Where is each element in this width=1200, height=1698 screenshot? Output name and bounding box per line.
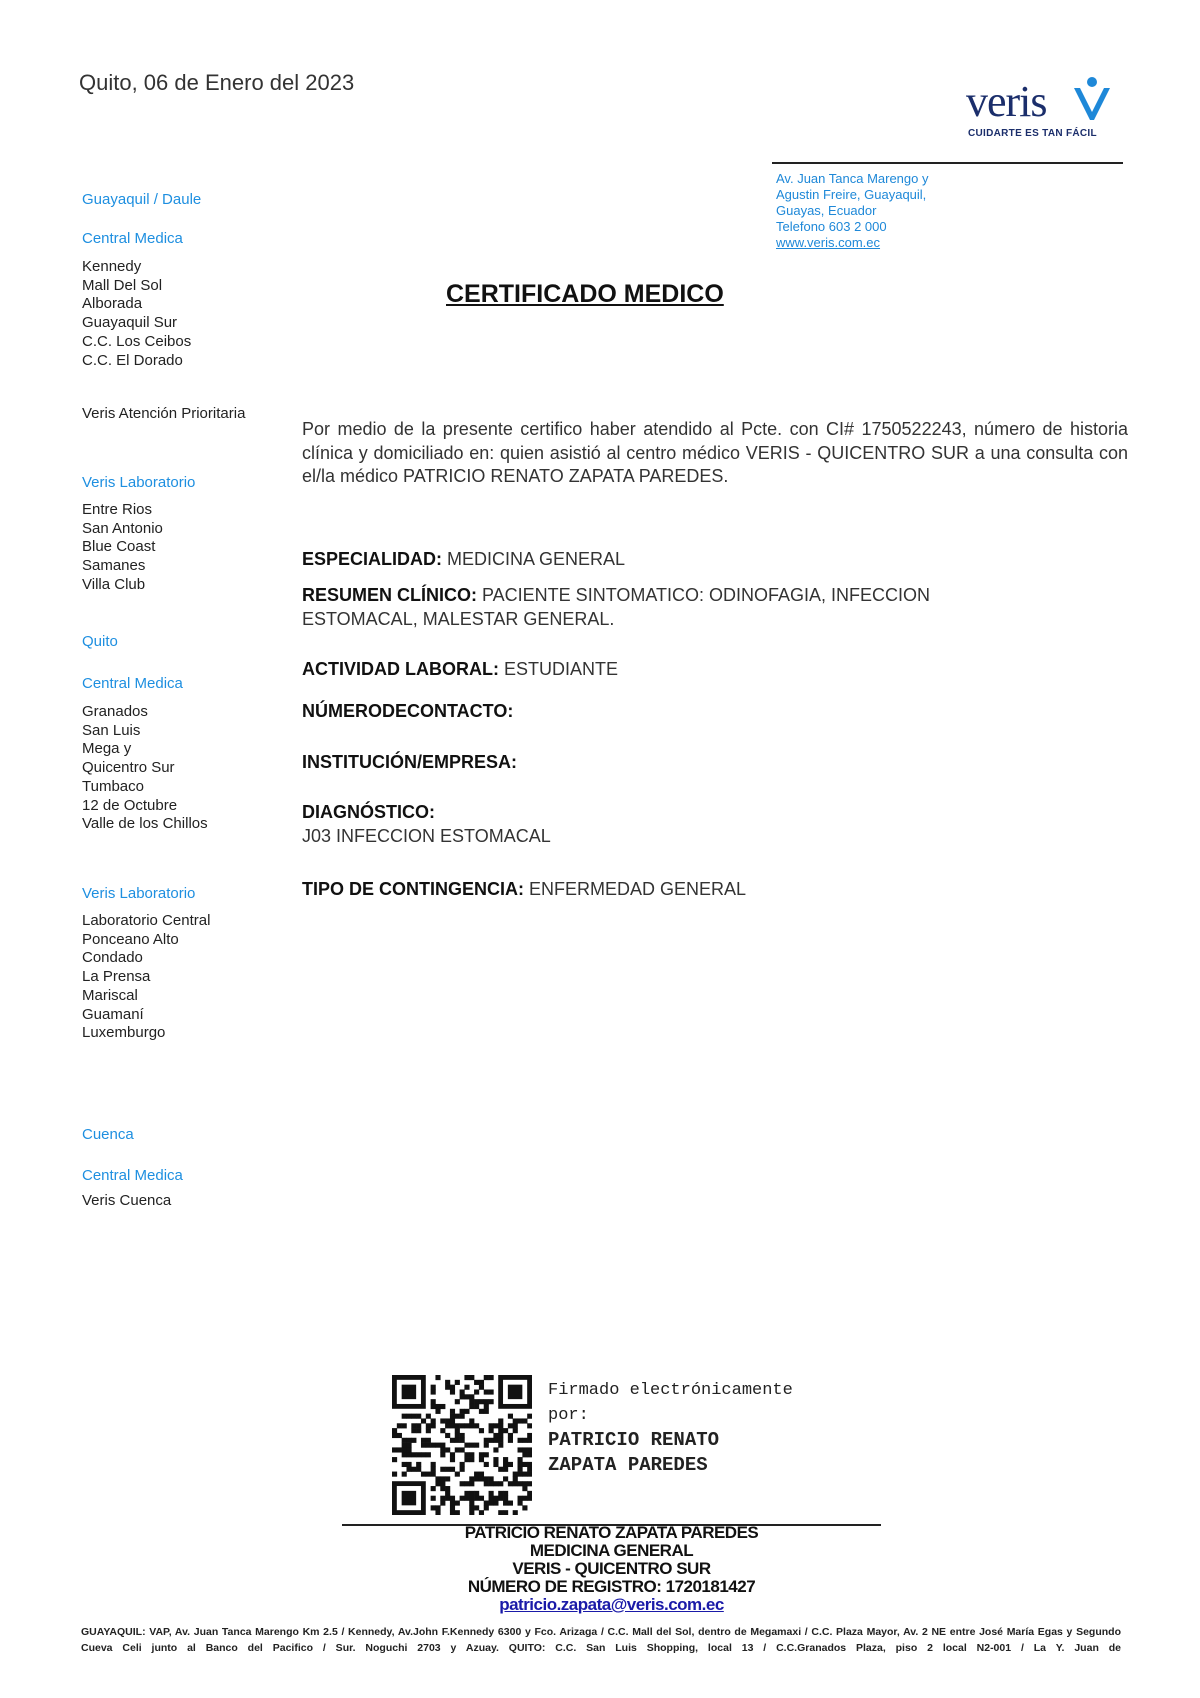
sidebar-list (82, 501, 163, 595)
list-item: La Prensa (82, 968, 151, 986)
sidebar-city-quito: Quito (82, 633, 118, 650)
sidebar-heading-central-medica: Central Medica (82, 675, 183, 692)
doctor-signature-block (342, 1524, 881, 1614)
doctor-specialty: MEDICINA GENERAL (529, 1541, 694, 1560)
doctor-registry: NÚMERO DE REGISTRO: 1720181427 (467, 1577, 756, 1596)
list-item: Laboratorio Central (82, 912, 211, 929)
field-value: PACIENTE SINTOMATICO: ODINOFAGIA, INFECCION ESTOMACAL, MALESTAR GENERAL. (302, 585, 931, 629)
field-label: DIAGNÓSTICO: (302, 802, 435, 822)
doctor-email-link[interactable]: patricio.zapata@veris.com.ec (499, 1595, 724, 1614)
sidebar-list (82, 912, 210, 1043)
certificate-title: CERTIFICADO MEDICO (446, 280, 724, 308)
list-item: C.C. Los Ceibos (82, 332, 192, 350)
list-item: San Antonio (82, 519, 163, 537)
list-item: Ponceano Alto (82, 930, 179, 948)
field-actividad-laboral (302, 658, 1122, 682)
sidebar-list (82, 258, 191, 370)
list-item: Luxemburgo (82, 1024, 166, 1042)
list-item: Guayaquil Sur (82, 314, 178, 332)
list-item: San Luis (82, 721, 141, 739)
logo-wordmark: veris (966, 77, 1047, 126)
list-item: Villa Club (82, 575, 146, 593)
list-item: Veris Cuenca (82, 1192, 172, 1209)
field-especialidad (302, 548, 1122, 572)
signed-label: Firmado electrónicamente (548, 1381, 793, 1400)
list-item: Condado (82, 949, 143, 967)
signer-name-line: PATRICIO RENATO (548, 1429, 720, 1451)
field-label: NÚMERODECONTACTO: (302, 701, 514, 721)
field-label: INSTITUCIÓN/EMPRESA: (302, 752, 518, 772)
list-item: Guamaní (82, 1005, 144, 1023)
list-item: Samanes (82, 557, 146, 575)
address-line: Agustin Freire, Guayaquil, (776, 187, 927, 202)
field-tipo-contingencia (302, 878, 1122, 902)
list-item: Tumbaco (82, 777, 144, 795)
sidebar-list (82, 1192, 171, 1211)
list-item: Mariscal (82, 986, 138, 1004)
field-value: ENFERMEDAD GENERAL (524, 879, 747, 899)
doctor-name: PATRICIO RENATO ZAPATA PAREDES (464, 1523, 759, 1542)
list-item: Alborada (82, 295, 143, 313)
list-item: Granados (82, 703, 148, 720)
intro-paragraph: Por medio de la presente certifico haber atendido al Pcte. con CI# 1750522243, número de historia clínica y domiciliado en: quien asistió al centro médico VERIS - QUICENTRO SUR a una consulta con el/la médico PATRICIO RENATO ZAPATA PAREDES. (302, 419, 1128, 486)
veris-v-icon (1070, 74, 1114, 124)
list-item: 12 de Octubre (82, 796, 178, 814)
field-label: ESPECIALIDAD: (302, 549, 443, 569)
field-label: RESUMEN CLÍNICO: (302, 585, 477, 605)
signer-name-line: ZAPATA PAREDES (548, 1454, 708, 1476)
address-phone: Telefono 603 2 000 (776, 219, 887, 234)
list-item: C.C. El Dorado (82, 351, 183, 369)
veris-logo (966, 72, 1116, 142)
list-item: Entre Rios (82, 501, 153, 518)
sidebar-heading-laboratorio: Veris Laboratorio (82, 885, 196, 902)
sidebar-heading-central-medica: Central Medica (82, 230, 183, 247)
sidebar-list (82, 703, 208, 834)
list-item: Mall Del Sol (82, 276, 163, 294)
company-address (776, 171, 928, 251)
field-institucion (302, 751, 1122, 775)
sidebar-priority: Veris Atención Prioritaria (82, 405, 246, 422)
address-line: Guayas, Ecuador (776, 203, 877, 218)
header-rule (772, 162, 1123, 164)
field-diagnostico (302, 801, 1122, 848)
list-item: Kennedy (82, 258, 142, 275)
website-link[interactable]: www.veris.com.ec (776, 235, 881, 250)
field-value: ESTUDIANTE (498, 659, 618, 679)
logo-tagline: CUIDARTE ES TAN FÁCIL (968, 128, 1097, 139)
field-value: J03 INFECCION ESTOMACAL (302, 825, 551, 846)
field-value: MEDICINA GENERAL (442, 549, 626, 569)
sidebar-heading-laboratorio: Veris Laboratorio (82, 474, 196, 491)
field-label: TIPO DE CONTINGENCIA: (302, 879, 525, 899)
sidebar-heading-central-medica: Central Medica (82, 1167, 183, 1184)
list-item: Valle de los Chillos (82, 815, 208, 833)
field-label: ACTIVIDAD LABORAL: (302, 659, 499, 679)
field-resumen-clinico (302, 584, 942, 631)
qr-code-icon (392, 1375, 532, 1515)
list-item: Quicentro Sur (82, 759, 175, 777)
signer-name (548, 1428, 793, 1478)
document-date: Quito, 06 de Enero del 2023 (79, 70, 355, 95)
address-line: Av. Juan Tanca Marengo y (776, 171, 929, 186)
field-numero-contacto (302, 700, 1122, 724)
sidebar-city-guayaquil: Guayaquil / Daule (82, 191, 202, 208)
signed-label: por: (548, 1406, 589, 1425)
list-item: Blue Coast (82, 538, 156, 556)
sidebar-city-cuenca: Cuenca (82, 1126, 134, 1143)
list-item: Mega y (82, 740, 132, 758)
electronic-signature (548, 1378, 793, 1478)
doctor-center: VERIS - QUICENTRO SUR (512, 1559, 711, 1578)
footer-addresses: GUAYAQUIL: VAP, Av. Juan Tanca Marengo Km 2.5 / Kennedy, Av.John F.Kennedy 6300 y Fco. Arizaga / C.C. Mall del Sol, dentro de Megamaxi / C.C. Plaza Mayor, Av. 2 NE entre José María Egas y Segundo Cueva Celi junto al Banco del Pacifico / Sur. Noguchi 2703 y Azuay. QUITO: C.C. San Luis Shopping, local 13 / C.C.Granados Plaza, piso 2 local N2-001 / La Y. Juan de (81, 1626, 1121, 1654)
